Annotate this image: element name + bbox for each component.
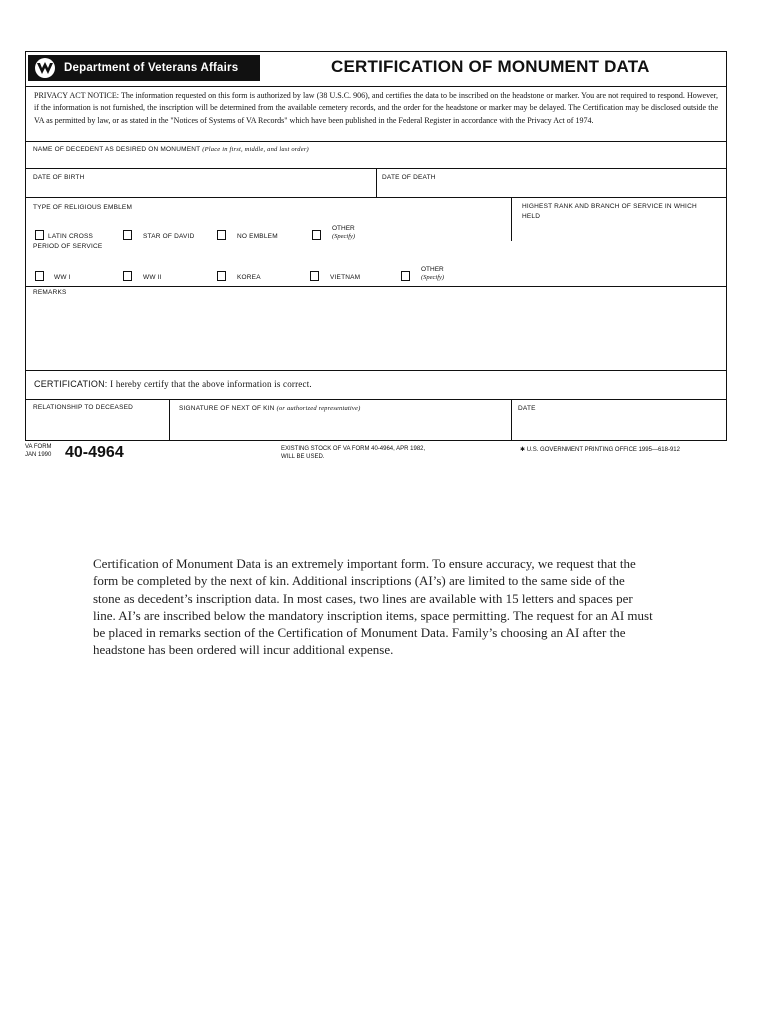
ww1-checkbox[interactable] — [35, 271, 44, 281]
monument-data-form — [25, 51, 727, 441]
printing-office-note: ✱ U.S. GOVERNMENT PRINTING OFFICE 1995—618-912 — [520, 447, 680, 453]
period-other-label: OTHER (Specify) — [421, 266, 445, 281]
period-of-service-section — [26, 241, 511, 286]
vietnam-checkbox[interactable] — [310, 271, 319, 281]
date-of-birth-field[interactable] — [26, 169, 376, 197]
remarks-label: REMARKS — [33, 289, 67, 296]
no-emblem-checkbox[interactable] — [217, 230, 226, 240]
period-other-checkbox[interactable] — [401, 271, 410, 281]
decedent-name-field[interactable] — [26, 141, 726, 168]
emblem-label: TYPE OF RELIGIOUS EMBLEM — [33, 204, 133, 211]
certification-text: CERTIFICATION: I hereby certify that the above information is correct. — [34, 379, 312, 389]
signature-field[interactable] — [170, 400, 511, 441]
highest-rank-field[interactable] — [512, 198, 726, 241]
star-of-david-label: STAR OF DAVID — [143, 233, 195, 240]
form-footer — [25, 443, 727, 473]
emblem-row — [26, 197, 726, 241]
remarks-field[interactable] — [26, 286, 726, 370]
latin-cross-checkbox[interactable] — [35, 230, 44, 240]
form-number: 40-4964 — [65, 444, 124, 461]
latin-cross-label: LATIN CROSS — [48, 233, 94, 240]
highest-rank-label: HIGHEST RANK AND BRANCH OF SERVICE IN WHICH HELD — [522, 203, 697, 220]
date-signed-label: DATE — [518, 405, 536, 412]
ww2-checkbox[interactable] — [123, 271, 132, 281]
ww1-label: WW I — [54, 274, 71, 281]
relationship-label: RELATIONSHIP TO DECEASED — [33, 404, 134, 411]
certification-statement — [26, 370, 726, 399]
star-of-david-checkbox[interactable] — [123, 230, 132, 240]
emblem-other-checkbox[interactable] — [312, 230, 321, 240]
vietnam-label: VIETNAM — [330, 274, 361, 281]
instructions-paragraph: Certification of Monument Data is an extremely important form. To ensure accuracy, we request that the form be completed by the next of kin. Additional inscriptions (AI’s) are limited to the same side of the stone as decedent’s inscription data. In most cases, two lines are available with 15 letters and spaces per line. AI’s are inscribed below the mandatory inscription items, space permitting. The request for an AI must be placed in remarks section of the Certification of Monument Data. Family’s choosing an AI after the headstone has been ordered will incur additional expense. — [93, 556, 653, 658]
no-emblem-label: NO EMBLEM — [237, 233, 278, 240]
existing-stock-note: EXISTING STOCK OF VA FORM 40-4964, APR 1982, WILL BE USED. — [281, 446, 426, 460]
signature-label: SIGNATURE OF NEXT OF KIN (or authorized representative) — [179, 405, 361, 412]
date-of-birth-label: DATE OF BIRTH — [33, 174, 85, 181]
form-id-label: VA FORM JAN 1990 — [25, 444, 52, 458]
emblem-other-label: OTHER (Specify) — [332, 225, 356, 240]
date-of-death-label: DATE OF DEATH — [382, 174, 436, 181]
decedent-name-label: NAME OF DECEDENT AS DESIRED ON MONUMENT (Place in first, middle, and last order) — [33, 146, 309, 153]
va-badge — [28, 55, 260, 81]
form-title: CERTIFICATION OF MONUMENT DATA — [331, 57, 650, 76]
privacy-act-notice: PRIVACY ACT NOTICE: The information requested on this form is authorized by law (38 U.S.C. 906), and certifies the data to be inscribed on the headstone or marker. You are not required to respond. However, if the information is not furnished, the inscription will be determined from the available cemetery records, and the order for the headstone or marker may be delayed. The Certification may be disclosed outside the VA as permitted by law, or as stated in the "Notices of Systems of VA Records" which have been published in the Federal Register in accordance with the Privacy Act of 1974. — [26, 86, 726, 141]
ww2-label: WW II — [143, 274, 162, 281]
agency-name: Department of Veterans Affairs — [64, 62, 239, 74]
date-of-death-field[interactable] — [377, 169, 726, 197]
signature-row — [26, 399, 726, 441]
date-signed-field[interactable] — [512, 400, 726, 441]
form-header — [26, 52, 726, 86]
korea-checkbox[interactable] — [217, 271, 226, 281]
va-seal-icon — [32, 57, 58, 79]
dates-row — [26, 168, 726, 197]
period-of-service-label: PERIOD OF SERVICE — [33, 243, 103, 250]
korea-label: KOREA — [237, 274, 261, 281]
relationship-field[interactable] — [26, 400, 169, 441]
